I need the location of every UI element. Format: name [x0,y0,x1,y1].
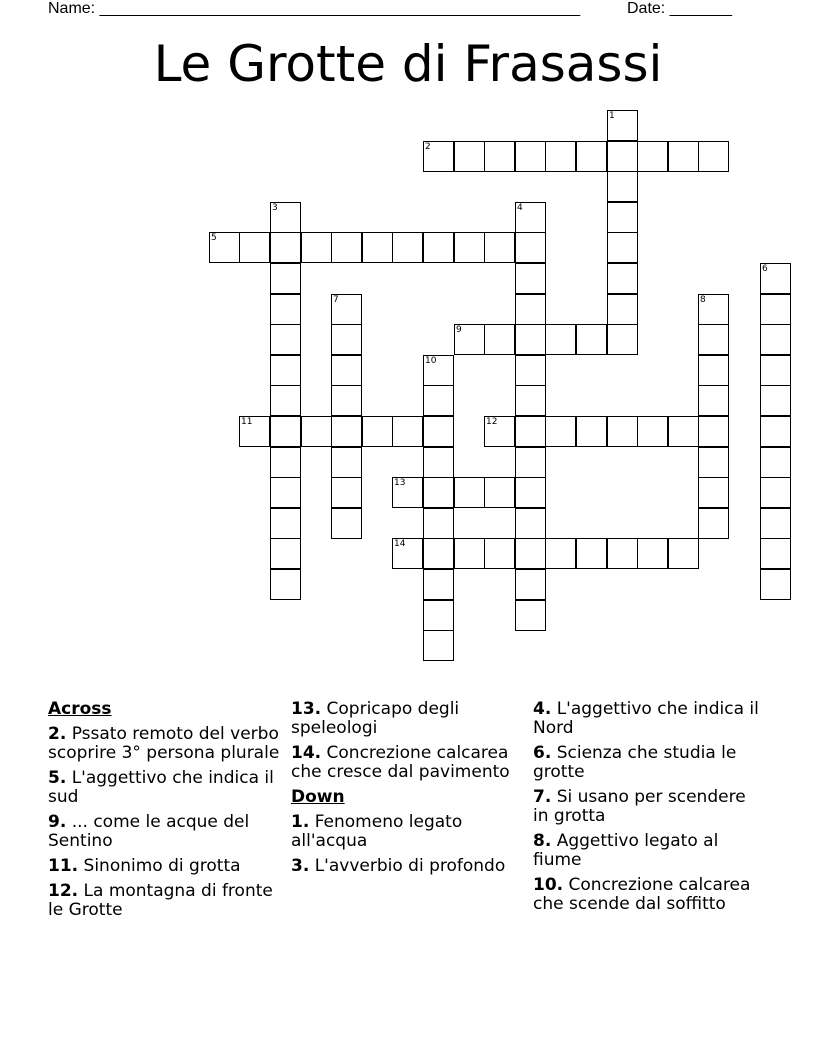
grid-cell[interactable] [270,569,301,600]
grid-cell[interactable] [270,538,301,569]
grid-cell[interactable] [423,447,454,478]
grid-cell[interactable] [545,141,576,172]
clue-text: Concrezione calcarea che scende dal soffitto [533,875,751,914]
grid-cell[interactable] [668,538,699,569]
grid-cell[interactable] [331,324,362,355]
clue-number: 3. [291,856,310,876]
grid-cell[interactable] [515,385,546,416]
cell-number: 2 [425,142,431,152]
grid-cell[interactable] [423,385,454,416]
clue-down-4 [533,700,765,738]
grid-cell[interactable] [454,232,485,263]
grid-cell[interactable] [484,538,515,569]
grid-cell[interactable] [454,324,485,355]
grid-cell[interactable] [423,355,454,386]
grid-cell[interactable] [668,141,699,172]
grid-cell[interactable] [270,324,301,355]
grid-cell[interactable] [698,447,729,478]
clue-text: Fenomeno legato all'acqua [291,812,463,851]
grid-cell[interactable] [576,538,607,569]
clue-across-14 [291,744,523,782]
grid-cell[interactable] [607,263,638,294]
clue-text: La montagna di fronte le Grotte [48,881,273,920]
clue-number: 1. [291,812,310,832]
cell-number: 9 [456,325,462,335]
grid-cell[interactable] [698,141,729,172]
clue-text: Pssato remoto del verbo scoprire 3° persona plurale [48,724,280,763]
grid-cell[interactable] [331,508,362,539]
clue-across-2 [48,725,280,763]
clue-number: 6. [533,743,552,763]
clue-number: 11. [48,856,79,876]
clue-number: 14. [291,743,322,763]
grid-cell[interactable] [760,416,791,447]
grid-cell[interactable] [270,477,301,508]
grid-cell[interactable] [515,477,546,508]
grid-cell[interactable] [423,508,454,539]
cell-number: 8 [700,295,706,305]
grid-cell[interactable] [362,232,393,263]
clues-column-3 [533,700,765,920]
grid-cell[interactable] [698,294,729,325]
cell-number: 13 [394,478,406,488]
across-heading: Across [48,699,112,719]
grid-cell[interactable] [331,416,362,447]
grid-cell[interactable] [392,477,423,508]
grid-cell[interactable] [545,538,576,569]
cell-number: 5 [211,233,217,243]
clue-down-1 [291,813,523,851]
grid-cell[interactable] [270,294,301,325]
grid-cell[interactable] [270,232,301,263]
grid-cell[interactable] [698,355,729,386]
grid-cell[interactable] [515,232,546,263]
grid-cell[interactable] [698,385,729,416]
grid-cell[interactable] [515,355,546,386]
clue-text: L'aggettivo che indica il sud [48,768,274,807]
grid-cell[interactable] [423,232,454,263]
grid-cell[interactable] [331,385,362,416]
grid-cell[interactable] [760,324,791,355]
grid-cell[interactable] [545,324,576,355]
grid-cell[interactable] [515,538,546,569]
grid-cell[interactable] [515,202,546,233]
grid-cell[interactable] [607,294,638,325]
grid-cell[interactable] [698,416,729,447]
clue-down-6 [533,744,765,782]
grid-cell[interactable] [515,569,546,600]
cell-number: 4 [517,203,523,213]
clue-number: 12. [48,881,79,901]
grid-cell[interactable] [760,569,791,600]
grid-cell[interactable] [362,416,393,447]
down-heading: Down [291,787,345,807]
grid-cell[interactable] [637,141,668,172]
clue-across-11 [48,857,280,876]
clue-down-10 [533,876,765,914]
grid-cell[interactable] [270,355,301,386]
grid-cell[interactable] [607,141,638,172]
name-line: Name: ______________________________________________________ [48,0,581,17]
grid-cell[interactable] [698,324,729,355]
grid-cell[interactable] [331,294,362,325]
grid-cell[interactable] [454,538,485,569]
grid-cell[interactable] [545,416,576,447]
clues-column-2 [291,700,523,882]
clue-number: 9. [48,812,67,832]
date-line: Date: _______ [627,0,732,17]
grid-cell[interactable] [484,141,515,172]
grid-cell[interactable] [515,324,546,355]
clue-text: L'avverbio di profondo [314,856,506,876]
grid-cell[interactable] [423,477,454,508]
grid-cell[interactable] [576,324,607,355]
grid-cell[interactable] [515,447,546,478]
cell-number: 7 [333,295,339,305]
clue-text: Scienza che studia le grotte [533,743,737,782]
clue-across-12 [48,882,280,920]
clue-number: 13. [291,699,322,719]
clue-text: Sinonimo di grotta [83,856,241,876]
clue-down-8 [533,832,765,870]
page-title: Le Grotte di Frasassi [153,35,663,93]
clue-across-13 [291,700,523,738]
grid-cell[interactable] [331,447,362,478]
grid-cell[interactable] [331,232,362,263]
cell-number: 11 [241,417,253,427]
cell-number: 10 [425,356,437,366]
grid-cell[interactable] [301,232,332,263]
grid-cell[interactable] [607,538,638,569]
grid-cell[interactable] [637,538,668,569]
grid-cell[interactable] [209,232,240,263]
cell-number: 3 [272,203,278,213]
cell-number: 6 [762,264,768,274]
grid-cell[interactable] [607,324,638,355]
grid-cell[interactable] [331,355,362,386]
grid-cell[interactable] [270,263,301,294]
grid-cell[interactable] [607,171,638,202]
grid-cell[interactable] [668,416,699,447]
grid-cell[interactable] [392,538,423,569]
grid-cell[interactable] [331,477,362,508]
clue-text: L'aggettivo che indica il Nord [533,699,759,738]
grid-cell[interactable] [423,538,454,569]
clues-column-1 [48,700,280,926]
grid-cell[interactable] [392,232,423,263]
clue-text: ... come le acque del Sentino [48,812,250,851]
grid-cell[interactable] [484,477,515,508]
grid-cell[interactable] [576,416,607,447]
grid-cell[interactable] [392,416,423,447]
grid-cell[interactable] [607,232,638,263]
grid-cell[interactable] [239,232,270,263]
clue-text: Concrezione calcarea che cresce dal pavimento [291,743,510,782]
grid-cell[interactable] [239,416,270,447]
grid-cell[interactable] [698,508,729,539]
grid-cell[interactable] [637,416,668,447]
grid-cell[interactable] [423,416,454,447]
clue-text: Si usano per scendere in grotta [533,787,746,826]
grid-cell[interactable] [607,416,638,447]
grid-cell[interactable] [454,477,485,508]
clue-text: Copricapo degli speleologi [291,699,460,738]
grid-cell[interactable] [270,508,301,539]
clue-down-3 [291,857,523,876]
clue-number: 8. [533,831,552,851]
grid-cell[interactable] [270,447,301,478]
cell-number: 12 [486,417,498,427]
grid-cell[interactable] [515,508,546,539]
grid-cell[interactable] [760,294,791,325]
grid-cell[interactable] [515,141,546,172]
grid-cell[interactable] [698,477,729,508]
grid-cell[interactable] [760,477,791,508]
grid-cell[interactable] [760,447,791,478]
grid-cell[interactable] [270,202,301,233]
clue-number: 5. [48,768,67,788]
grid-cell[interactable] [760,355,791,386]
grid-cell[interactable] [270,385,301,416]
clue-text: Aggettivo legato al fiume [533,831,719,870]
grid-cell[interactable] [454,141,485,172]
clue-number: 4. [533,699,552,719]
grid-cell[interactable] [484,324,515,355]
grid-cell[interactable] [301,416,332,447]
cell-number: 1 [609,111,615,121]
grid-cell[interactable] [760,538,791,569]
clue-across-9 [48,813,280,851]
grid-cell[interactable] [760,508,791,539]
grid-cell[interactable] [760,385,791,416]
grid-cell[interactable] [515,263,546,294]
grid-cell[interactable] [270,416,301,447]
grid-cell[interactable] [423,141,454,172]
grid-cell[interactable] [423,630,454,661]
grid-cell[interactable] [484,232,515,263]
grid-cell[interactable] [760,263,791,294]
grid-cell[interactable] [576,141,607,172]
grid-cell[interactable] [423,569,454,600]
clue-across-5 [48,769,280,807]
clue-number: 7. [533,787,552,807]
grid-cell[interactable] [607,202,638,233]
grid-cell[interactable] [515,600,546,631]
grid-cell[interactable] [515,416,546,447]
clue-number: 2. [48,724,67,744]
clue-down-7 [533,788,765,826]
grid-cell[interactable] [484,416,515,447]
grid-cell[interactable] [607,110,638,141]
clue-number: 10. [533,875,564,895]
grid-cell[interactable] [423,600,454,631]
cell-number: 14 [394,539,406,549]
grid-cell[interactable] [515,294,546,325]
